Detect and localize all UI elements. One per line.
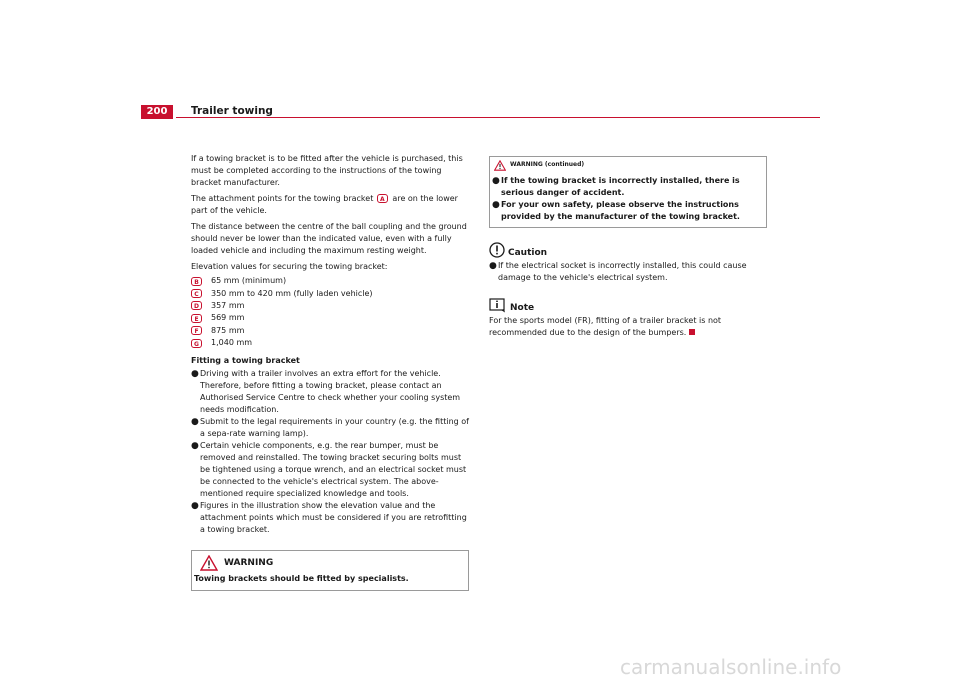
marker-g-icon: G (191, 339, 202, 348)
bullet-icon: ● (191, 501, 199, 512)
bullet-text: Driving with a trailer involves an extra effort for the vehicle. Therefore, before fitting a towing bracket, please contact an Authorised Service Centre to check whether your cooling system needs modification. (200, 369, 461, 415)
note-label: Note (510, 303, 535, 313)
caution-label: Caution (508, 248, 548, 258)
warning-continued-box (489, 156, 767, 228)
bullet-text: Figures in the illustration show the elevation value and the attachment points which must be considered if you are retrofitting a towing bracket. (200, 501, 467, 535)
elevation-item (191, 300, 469, 312)
warning-header (192, 555, 468, 571)
note-paragraph (489, 315, 767, 339)
elevation-item (191, 325, 469, 337)
warning-continued-header (492, 159, 766, 171)
bullet-icon: ● (191, 441, 199, 452)
caution-header (489, 242, 767, 258)
warning-box (191, 550, 469, 591)
attachment-text-after: are on the lower part of the vehicle. (191, 194, 458, 215)
warning-text: Towing brackets should be fitted by specialists. (194, 574, 409, 584)
elevation-item (191, 337, 469, 349)
caution-text: If the electrical socket is incorrectly installed, this could cause damage to the vehicle's electrical system. (498, 261, 747, 282)
list-item (492, 199, 766, 223)
fitting-heading: Fitting a towing bracket (191, 356, 300, 366)
right-column (489, 156, 767, 343)
attachment-text-before: The attachment points for the towing bracket (191, 194, 374, 203)
bullet-icon: ● (191, 369, 199, 380)
elevation-value: 875 mm (211, 325, 245, 335)
list-item (191, 440, 469, 500)
elevation-value: 350 mm to 420 mm (fully laden vehicle) (211, 288, 373, 298)
bullet-icon: ● (191, 417, 199, 428)
caution-exclamation-icon (489, 242, 505, 258)
bullet-icon: ● (492, 176, 500, 186)
header-rule (176, 117, 820, 118)
attachment-paragraph (191, 193, 469, 217)
end-mark-icon (689, 329, 695, 335)
marker-d-icon: D (191, 301, 202, 310)
page-number: 200 (141, 105, 173, 119)
list-item (489, 260, 767, 284)
elevation-item (191, 287, 469, 299)
page-title: Trailer towing (191, 105, 273, 117)
marker-f-icon: F (191, 326, 202, 335)
elevation-item (191, 275, 469, 287)
intro-paragraph: If a towing bracket is to be fitted after the vehicle is purchased, this must be completed according to the instructions of the towing bracket manufacturer. (191, 154, 463, 187)
bullet-icon: ● (489, 261, 497, 271)
warning-label: WARNING (224, 558, 274, 569)
left-column (191, 153, 469, 591)
list-item (191, 416, 469, 440)
marker-b-icon: B (191, 277, 202, 286)
elevation-value: 1,040 mm (211, 338, 253, 348)
note-text: For the sports model (FR), fitting of a trailer bracket is not recommended due to the design of the bumpers. (489, 316, 722, 337)
bullet-text: Certain vehicle components, e.g. the rear bumper, must be removed and reinstalled. The towing bracket securing bolts must be tightened using a torque wrench, and an electrical socket must be connected to the vehicle's electrical system. The above-mentioned require specialized knowledge and tools. (200, 441, 467, 499)
bullet-text: Submit to the legal requirements in your country (e.g. the fitting of a sepa-rate warning lamp). (200, 417, 469, 439)
distance-paragraph: The distance between the centre of the ball coupling and the ground should never be lower than the indicated value, even with a fully loaded vehicle and including the maximum resting weight. (191, 222, 467, 255)
warning-continued-label: WARNING (continued) (510, 161, 585, 168)
bullet-text: If the towing bracket is incorrectly installed, there is serious danger of accident. (501, 176, 740, 197)
bullet-text: For your own safety, please observe the instructions provided by the manufacturer of the towing bracket. (501, 200, 740, 221)
list-item (191, 368, 469, 416)
note-info-icon (489, 298, 507, 313)
elevation-intro: Elevation values for securing the towing bracket: (191, 262, 388, 271)
warning-triangle-icon (494, 160, 506, 171)
marker-e-icon: E (191, 314, 202, 323)
list-item (492, 175, 766, 199)
elevation-value: 569 mm (211, 313, 245, 323)
elevation-value: 65 mm (minimum) (211, 276, 287, 286)
marker-c-icon: C (191, 289, 202, 298)
elevation-value: 357 mm (211, 300, 245, 310)
note-header (489, 298, 767, 313)
watermark: carmanualsonline.info (620, 655, 842, 679)
bullet-icon: ● (492, 200, 500, 210)
marker-a-icon: A (377, 194, 388, 203)
list-item (191, 500, 469, 536)
elevation-item (191, 312, 469, 324)
warning-triangle-icon (200, 555, 218, 571)
elevation-list (191, 275, 469, 349)
